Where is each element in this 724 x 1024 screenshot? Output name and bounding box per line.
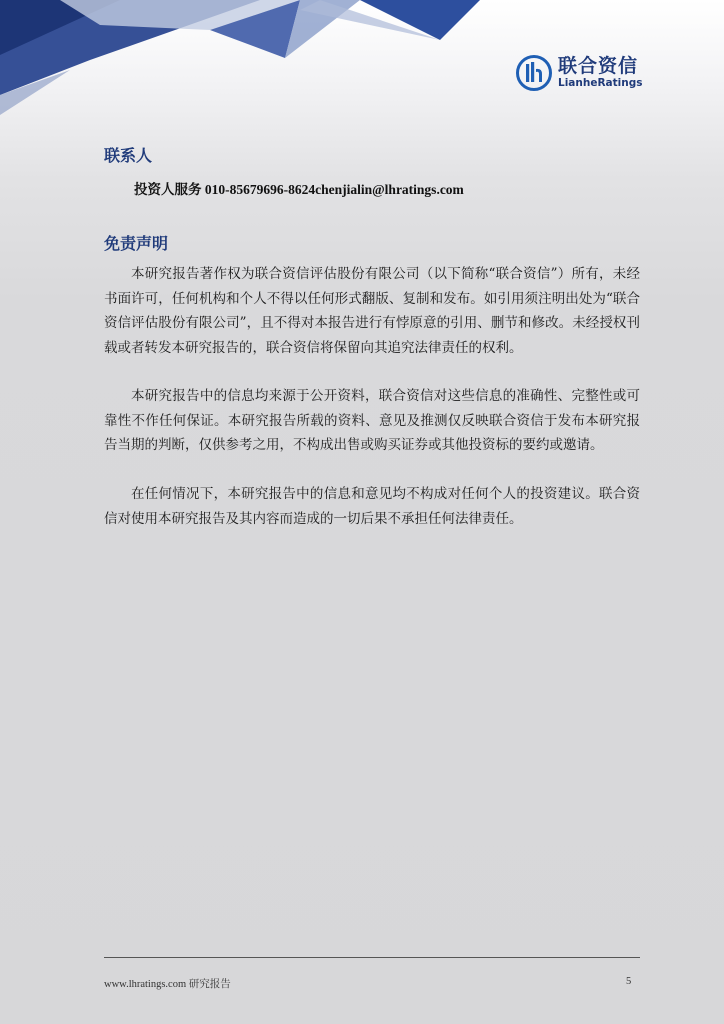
brand-logo xyxy=(516,55,642,91)
footer-divider xyxy=(104,957,640,958)
disclaimer-paragraph-2: 本研究报告中的信息均来源于公开资料，联合资信对这些信息的准确性、完整性或可靠性不作任何保证。本研究报告所载的资料、意见及推测仅反映联合资信于发布本研究报告当期的判断，仅供参考之用，不构成出售或购买证券或其他投资标的要约或邀请。 xyxy=(104,388,640,454)
disclaimer-section-title: 免责声明 xyxy=(104,234,169,253)
disclaimer-paragraph-3: 在任何情况下，本研究报告中的信息和意见均不构成对任何个人的投资建议。联合资信对使用本研究报告及其内容而造成的一切后果不承担任何法律责任。 xyxy=(104,486,640,527)
disclaimer-paragraph-1: 本研究报告著作权为联合资信评估股份有限公司（以下简称“联合资信”）所有，未经书面许可，任何机构和个人不得以任何形式翻版、复制和发布。如引用须注明出处为“联合资信评估股份有限公司”，且不得对本报告进行有悖原意的引用、删节和修改。未经授权刊载或者转发本研究报告的，联合资信将保留向其追究法律责任的权利。 xyxy=(104,266,640,356)
page-number: 5 xyxy=(626,976,632,987)
brand-name-en: LianheRatings xyxy=(558,77,643,89)
lianhe-logo-icon xyxy=(516,55,552,91)
footer-website: www.lhratings.com 研究报告 xyxy=(104,979,231,990)
brand-name-cn: 联合资信 xyxy=(558,55,639,77)
contact-section-title: 联系人 xyxy=(104,146,153,165)
contact-line: 投资人服务 010-85679696-8624chenjialin@lhratings.com xyxy=(134,182,464,197)
